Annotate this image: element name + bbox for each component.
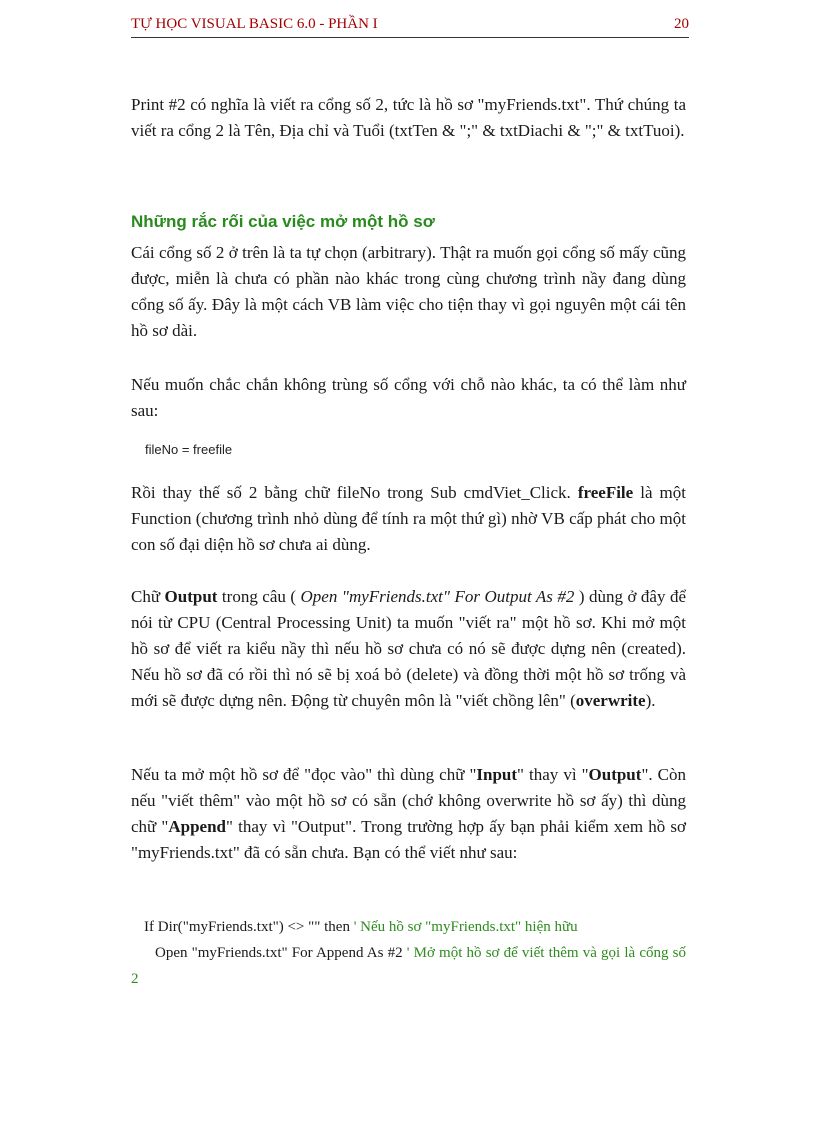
paragraph-freefile bbox=[131, 480, 686, 558]
bold-input: Input bbox=[476, 765, 518, 784]
text-run: Chữ bbox=[131, 587, 165, 606]
code-if-dir bbox=[131, 914, 686, 940]
code-text: Open "myFriends.txt" For Append As #2 bbox=[155, 945, 407, 961]
text-run: ) dùng ở đây để nói từ CPU (Central Processing Unit) ta muốn "viết ra" một hồ sơ. Khi mở một hồ sơ để viết ra kiểu nầy thì nếu hồ sơ chưa có nó sẽ được dựng nên (created). Nếu hồ sơ đã có rồi thì nó sẽ bị xoá bỏ (delete) và đồng thời một hồ sơ trống và mới sẽ được dựng nên. Động từ chuyên môn là "viết chồng lên" ( bbox=[131, 587, 686, 710]
text-run: là một Function (chương trình nhỏ dùng để tính ra một thứ gì) nhờ VB cấp phát cho một con số đại diện hồ sơ chưa ai dùng. bbox=[131, 483, 686, 554]
text-run: " thay vì " bbox=[517, 765, 589, 784]
italic-open-statement: Open "myFriends.txt" For Output As #2 bbox=[300, 587, 575, 606]
text-run: " thay vì "Output". Trong trường hợp ấy bạn phải kiểm xem hồ sơ "myFriends.txt" đã có sẵn chưa. Bạn có thể viết như sau: bbox=[131, 817, 686, 862]
paragraph-output bbox=[131, 584, 686, 714]
text-run: ". Còn nếu "viết thêm" vào một hồ sơ có sẵn (chớ không overwrite hồ sơ ấy) thì dùng chữ " bbox=[131, 765, 686, 836]
code-open-append bbox=[131, 940, 686, 992]
paragraph-unique-port: Nếu muốn chắc chắn không trùng số cổng với chỗ nào khác, ta có thể làm như sau: bbox=[131, 375, 686, 420]
text-run: ). bbox=[645, 691, 656, 710]
paragraph-input-append bbox=[131, 762, 686, 866]
bold-freefile: freeFile bbox=[577, 483, 634, 502]
text-run: trong câu ( bbox=[217, 587, 301, 606]
bold-overwrite: overwrite bbox=[575, 691, 646, 710]
code-fileno: fileNo = freefile bbox=[145, 442, 233, 457]
section-heading: Những rắc rối của việc mở một hồ sơ bbox=[131, 212, 435, 231]
paragraph-print-explanation: Print #2 có nghĩa là viết ra cổng số 2, tức là hồ sơ "myFriends.txt". Thứ chúng ta viết ra cổng 2 là Tên, Địa chỉ và Tuổi (txtTen & ";" & txtDiachi & ";" & txtTuoi). bbox=[131, 95, 686, 140]
code-text: If Dir("myFriends.txt") <> "" then bbox=[144, 919, 354, 935]
paragraph-arbitrary-port: Cái cổng số 2 ở trên là ta tự chọn (arbitrary). Thật ra muốn gọi cổng số mấy cũng được, miễn là chưa có phần nào khác trong cùng chương trình nầy đang dùng cổng số ấy. Đây là một cách VB làm việc cho tiện thay vì gọi nguyên một cái tên hồ sơ dài. bbox=[131, 243, 686, 340]
code-comment: ' Mở một hồ sơ để viết thêm và gọi là cổng số 2 bbox=[131, 945, 686, 987]
text-run: Nếu ta mở một hồ sơ để "đọc vào" thì dùng chữ " bbox=[131, 765, 477, 784]
text-run: Rồi thay thế số 2 bằng chữ fileNo trong Sub cmdViet_Click. bbox=[131, 483, 578, 502]
bold-output: Output bbox=[588, 765, 642, 784]
bold-output: Output bbox=[164, 587, 218, 606]
page-number: 20 bbox=[674, 16, 689, 32]
header-title: TỰ HỌC VISUAL BASIC 6.0 - PHẦN I bbox=[131, 16, 378, 32]
bold-append: Append bbox=[168, 817, 227, 836]
page-header bbox=[131, 12, 689, 38]
code-comment: ' Nếu hồ sơ "myFriends.txt" hiện hữu bbox=[353, 919, 578, 935]
